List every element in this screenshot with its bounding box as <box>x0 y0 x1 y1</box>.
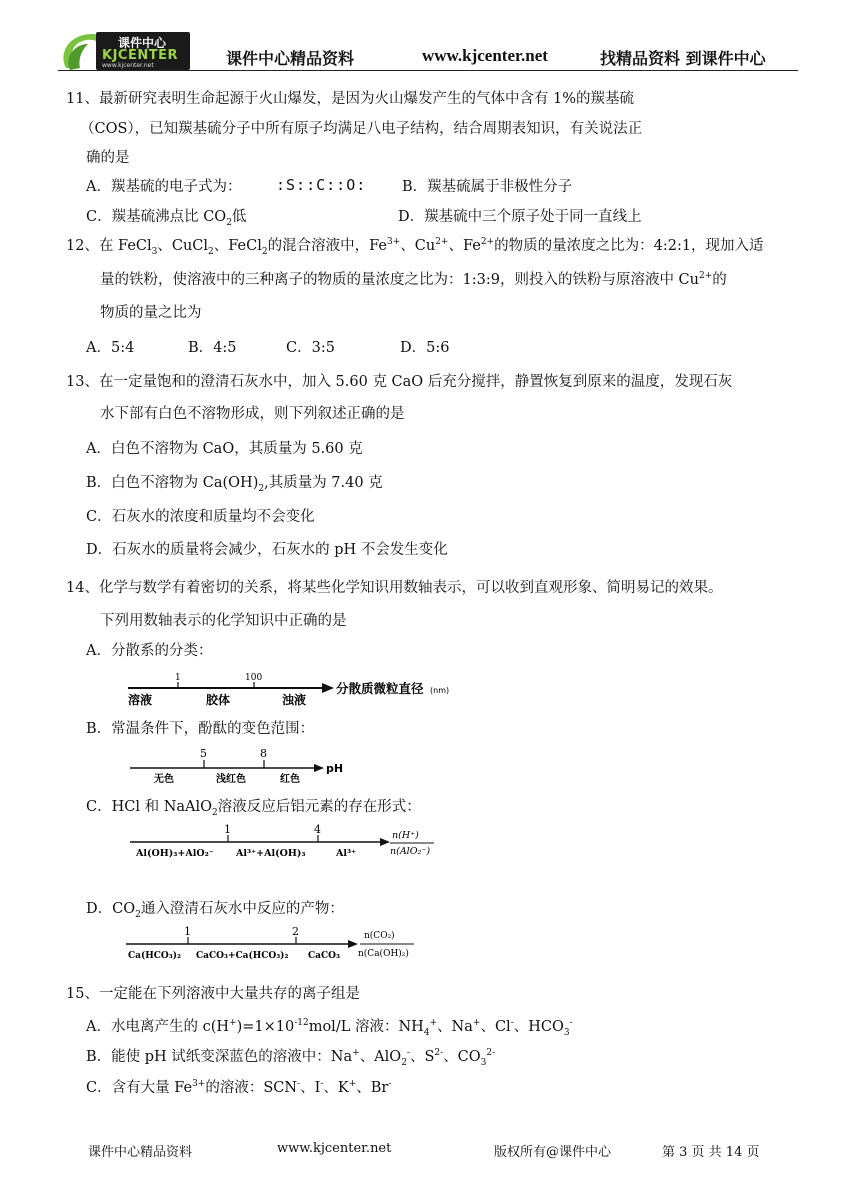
logo-url-text: www.kjcenter.net <box>102 62 154 69</box>
q15-b-sup4: 2- <box>486 1048 496 1059</box>
q15-c-sup1: 3+ <box>192 1079 206 1090</box>
q12-l2a: 量的铁粉，使溶液中的三种离子的物质的量浓度之比为：1:3:9，则投入的铁粉与原溶液中 Cu <box>100 272 699 288</box>
q15-c-sup3: - <box>320 1079 324 1090</box>
footer-copyright: 版权所有@课件中心 <box>494 1145 612 1160</box>
q14-d-sub: 2 <box>135 909 141 920</box>
q11-electron-formula: :S::C::O: <box>276 176 367 194</box>
q12-t1: 12、在 FeCl <box>66 238 152 254</box>
tick-label-2: 4 <box>314 823 321 836</box>
q15-a-sup4: + <box>472 1018 481 1029</box>
fraction-denominator: n(Ca(OH)₂) <box>358 949 409 959</box>
q12-s3: 2 <box>261 246 268 257</box>
q15-c-2: 的溶液：SCN <box>205 1080 298 1096</box>
q14-c-pre: C．HCl 和 NaAlO <box>86 799 213 815</box>
axis-arrow <box>322 683 334 693</box>
q13-b-pre: B．白色不溶物为 Ca(OH) <box>86 475 259 491</box>
q12-line3: 物质的量之比为 <box>100 305 202 321</box>
kjcenter-logo <box>58 28 190 74</box>
q12-p3: 2+ <box>480 237 495 248</box>
q12-line2 <box>100 270 727 290</box>
q14-c-post: 溶液反应后铝元素的存在形式： <box>217 799 421 815</box>
q15-b-4: 、CO <box>443 1049 481 1065</box>
q11-option-a <box>86 177 241 197</box>
q14-line2: 下列用数轴表示的化学知识中正确的是 <box>100 613 347 629</box>
q11-line2: （COS），已知羰基硫分子中所有原子均满足八电子结构，结合周期表知识，有关说法正 <box>80 121 643 137</box>
q14-b-number-axis <box>128 746 368 786</box>
q15-c-sup4: + <box>348 1079 357 1090</box>
axis-unit: (nm) <box>430 686 450 695</box>
q12-line1 <box>66 236 764 256</box>
footer-left: 课件中心精品资料 <box>88 1145 193 1160</box>
q12-l2b: 的 <box>712 272 727 288</box>
q15-a-1: A．水电离产生的 c(H <box>86 1019 230 1035</box>
q12-t3: 、FeCl <box>213 238 262 254</box>
q14-d-post: 通入澄清石灰水中反应的产物： <box>140 901 344 917</box>
header-left-text: 课件中心精品资料 <box>226 49 355 68</box>
q13-line2: 水下部有白色不溶物形成，则下列叙述正确的是 <box>100 406 405 422</box>
tick-label-2: 8 <box>260 747 267 760</box>
q13-b-sub: 2 <box>258 483 265 494</box>
segment-label-3: CaCO₃ <box>308 951 340 961</box>
page-header <box>0 0 860 80</box>
q15-b-sup1: + <box>352 1048 360 1059</box>
axis-title: 分散质微粒直径 <box>336 681 424 696</box>
q12-option-d: D．5:6 <box>400 340 450 356</box>
q12-t4: 的混合溶液中，Fe <box>267 238 387 254</box>
q12-option-c: C．3:5 <box>286 340 335 356</box>
q15-c-3: 、I <box>300 1080 321 1096</box>
q14-c-sub: 2 <box>212 807 218 818</box>
q12-l2p: 2+ <box>699 271 713 282</box>
tick-label-1: 1 <box>175 673 181 683</box>
q12-p2: 2+ <box>435 237 449 248</box>
q13-option-d: D．石灰水的质量将会减少，石灰水的 pH 不会发生变化 <box>86 542 448 558</box>
tick-label-2: 2 <box>292 925 299 938</box>
q12-s2: 2 <box>208 246 214 257</box>
q11-line1: 11、最新研究表明生命起源于火山爆发，是因为火山爆发产生的气体中含有 1%的羰基硫 <box>66 91 635 107</box>
q11-option-c <box>86 207 246 227</box>
q15-b-sup3: 2- <box>434 1048 444 1059</box>
q15-a-2: )=1×10 <box>236 1019 295 1035</box>
tick-label-1: 5 <box>200 747 207 760</box>
q15-a-sup6: - <box>569 1018 573 1029</box>
q15-b-sup2: - <box>406 1048 410 1059</box>
q11-c-pre: C．羰基硫沸点比 CO <box>86 209 227 225</box>
q12-s1: 3 <box>151 246 158 257</box>
tick-label-2: 100 <box>245 673 263 683</box>
q15-b-sub2: 3 <box>480 1057 487 1068</box>
q11-option-b: B．羰基硫属于非极性分子 <box>402 179 573 195</box>
tick-label-1: 1 <box>224 823 231 836</box>
q14-c-number-axis <box>128 822 448 870</box>
q15-b-1: B．能使 pH 试纸变深蓝色的溶液中：Na <box>86 1049 353 1065</box>
header-divider <box>58 70 798 71</box>
axis-arrow <box>314 764 324 772</box>
logo-cn-text: 课件中心 <box>118 36 167 50</box>
segment-label-1: 无色 <box>154 774 174 785</box>
q15-c-sup2: - <box>297 1079 301 1090</box>
q15-c-1: C．含有大量 Fe <box>86 1080 193 1096</box>
q15-a-sub2: 3 <box>563 1027 570 1038</box>
q15-a-sup3: + <box>429 1018 438 1029</box>
q15-a-4: 、Na <box>437 1019 473 1035</box>
q13-option-c: C．石灰水的浓度和质量均不会变化 <box>86 509 315 525</box>
segment-label-3: Al³⁺ <box>336 848 357 859</box>
footer-page-number: 第 3 页 共 14 页 <box>662 1145 760 1160</box>
q15-option-b <box>86 1047 495 1067</box>
q13-option-a: A．白色不溶物为 CaO，其质量为 5.60 克 <box>86 441 363 457</box>
fraction-numerator: n(CO₂) <box>364 931 395 941</box>
q14-d-pre: D．CO <box>86 901 136 917</box>
q12-t5: 、Cu <box>400 238 436 254</box>
q13-option-b <box>86 473 383 493</box>
q15-a-sub1: 4 <box>423 1027 430 1038</box>
q12-p1: 3+ <box>386 237 401 248</box>
q14-option-d <box>86 899 344 919</box>
logo-en-text: KJCENTER <box>102 48 178 63</box>
header-right-text: 找精品资料 到课件中心 <box>600 49 766 68</box>
q13-b-post: ,其质量为 7.40 克 <box>264 475 383 491</box>
segment-label-2: CaCO₃+Ca(HCO₃)₂ <box>196 951 289 961</box>
q15-c-sup5: - <box>388 1079 392 1090</box>
segment-label-2: 胶体 <box>206 693 231 707</box>
segment-label-2: 浅红色 <box>216 774 246 785</box>
q14-option-a: A．分散系的分类： <box>86 643 213 659</box>
header-url[interactable]: www.kjcenter.net <box>422 46 548 65</box>
tick-label-1: 1 <box>184 925 191 938</box>
q14-d-number-axis <box>124 922 424 970</box>
footer-url[interactable]: www.kjcenter.net <box>277 1141 392 1156</box>
q15-c-5: 、Br <box>356 1080 389 1096</box>
q15-c-4: 、K <box>323 1080 349 1096</box>
q12-t7: 的物质的量浓度之比为：4:2:1，现加入适 <box>494 238 764 254</box>
q14-line1: 14、化学与数学有着密切的关系，将某些化学知识用数轴表示，可以收到直观形象、简明易记的效果。 <box>66 580 723 596</box>
fraction-denominator: n(AlO₂⁻) <box>390 846 431 857</box>
axis-arrow <box>348 940 358 948</box>
q11-c-sub: 2 <box>226 217 232 228</box>
q12-t2: 、CuCl <box>157 238 209 254</box>
q15-a-sup5: - <box>510 1018 514 1029</box>
q15-a-sup1: + <box>229 1018 237 1029</box>
segment-label-1: Ca(HCO₃)₂ <box>128 951 181 961</box>
axis-arrow <box>380 838 390 846</box>
q15-b-2: 、AlO <box>359 1049 402 1065</box>
q11-a-text: A．羰基硫的电子式为： <box>86 179 242 195</box>
q15-b-3: 、S <box>409 1049 435 1065</box>
q15-option-c <box>86 1078 391 1098</box>
segment-label-1: Al(OH)₃+AlO₂⁻ <box>136 848 214 859</box>
segment-label-3: 浊液 <box>282 693 307 707</box>
q15-b-sub1: 2 <box>401 1057 407 1068</box>
fraction-numerator: n(H⁺) <box>392 830 419 841</box>
q11-line3: 确的是 <box>86 150 130 166</box>
segment-label-1: 溶液 <box>128 693 153 707</box>
q14-option-c <box>86 797 421 817</box>
segment-label-2: Al³⁺+Al(OH)₃ <box>236 848 306 859</box>
q15-a-3: mol/L 溶液：NH <box>308 1019 424 1035</box>
q15-line1: 15、一定能在下列溶液中大量共存的离子组是 <box>66 986 360 1002</box>
q14-a-number-axis <box>126 670 466 710</box>
q12-option-b: B．4:5 <box>188 340 237 356</box>
q11-c-post: 低 <box>231 209 247 225</box>
q12-option-a: A．5:4 <box>86 340 135 356</box>
q13-line1: 13、在一定量饱和的澄清石灰水中，加入 5.60 克 CaO 后充分搅拌，静置恢复到原来的温度，发现石灰 <box>66 374 733 390</box>
axis-title: pH <box>326 762 344 775</box>
q12-t6: 、Fe <box>448 238 481 254</box>
q14-option-b: B．常温条件下，酚酞的变色范围： <box>86 721 315 737</box>
q11-option-d: D．羰基硫中三个原子处于同一直线上 <box>398 209 642 225</box>
q15-a-5: 、Cl <box>480 1019 511 1035</box>
q15-a-sup2: -12 <box>294 1018 309 1029</box>
segment-label-3: 红色 <box>280 774 300 785</box>
q15-a-6: 、HCO <box>513 1019 564 1035</box>
scan-artifact <box>102 872 514 878</box>
q15-option-a <box>86 1017 573 1037</box>
